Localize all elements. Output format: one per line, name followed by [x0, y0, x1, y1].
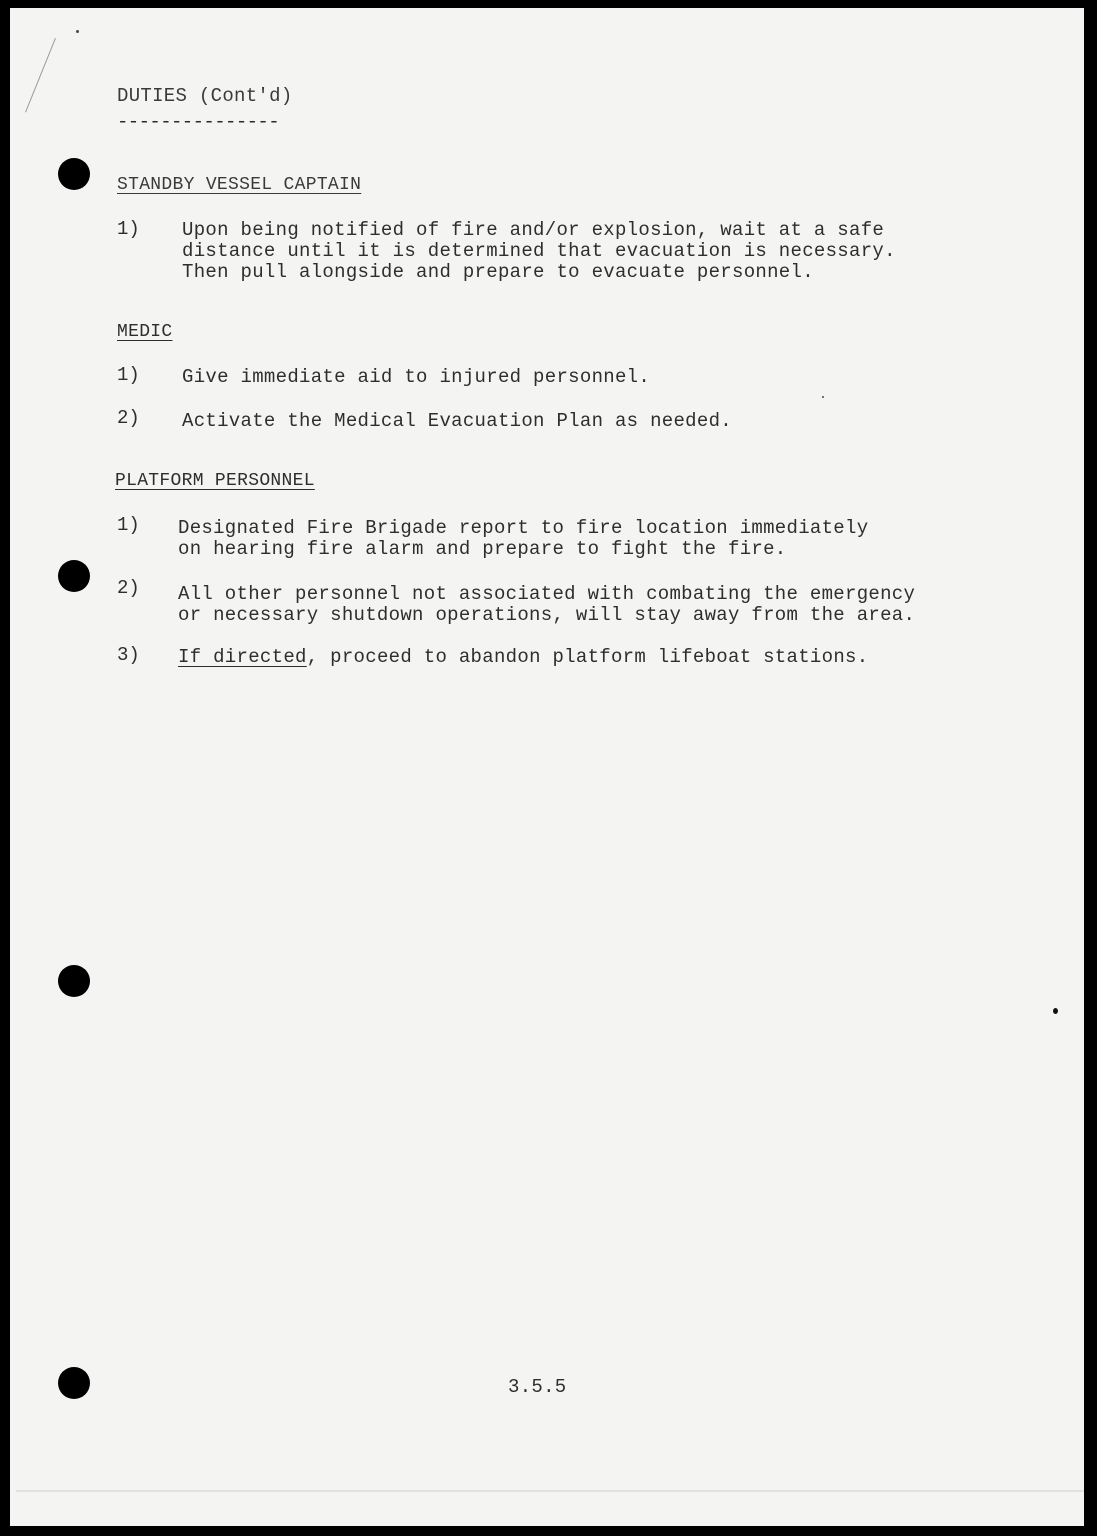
list-item-line: Activate the Medical Evacuation Plan as needed. — [182, 410, 732, 432]
list-item-text — [182, 411, 732, 432]
emphasis-if-directed: If directed — [178, 646, 307, 668]
punch-hole-upper-middle — [58, 560, 90, 592]
section-title-standby-vessel-captain: STANDBY VESSEL CAPTAIN — [117, 175, 362, 195]
list-item-number: 2) — [117, 577, 140, 599]
page-bottom-edge — [16, 1490, 1084, 1492]
list-item-number: 1) — [117, 218, 140, 240]
list-item-number: 3) — [117, 644, 140, 666]
dust-speck — [1053, 1008, 1058, 1014]
section-title-medic: MEDIC — [117, 322, 173, 342]
punch-hole-lower-middle — [58, 965, 90, 997]
list-item-line: Then pull alongside and prepare to evacuate personnel. — [182, 261, 814, 283]
list-item-line-rest: , proceed to abandon platform lifeboat stations. — [306, 646, 869, 668]
dust-speck — [76, 30, 79, 33]
punch-hole-bottom — [58, 1367, 90, 1399]
page-heading: DUTIES (Cont'd) — [117, 85, 293, 107]
list-item-line: Upon being notified of fire and/or explosion, wait at a safe — [182, 219, 885, 241]
list-item-line: distance until it is determined that evacuation is necessary. — [182, 240, 896, 262]
list-item-text — [178, 647, 868, 668]
list-item-line: Give immediate aid to injured personnel. — [182, 366, 651, 388]
list-item-number: 1) — [117, 364, 140, 386]
list-item-text — [182, 367, 650, 388]
list-item-line: or necessary shutdown operations, will stay away from the area. — [178, 604, 916, 626]
list-item-number: 2) — [117, 407, 140, 429]
list-item-text — [178, 584, 915, 626]
list-item-text — [178, 518, 868, 560]
list-item-line: on hearing fire alarm and prepare to fight the fire. — [178, 538, 787, 560]
punch-hole-top — [58, 158, 90, 190]
paper-sheet — [10, 8, 1084, 1526]
list-item-line — [178, 647, 868, 668]
list-item-number: 1) — [117, 514, 140, 536]
dust-speck — [822, 396, 824, 398]
list-item-text — [182, 220, 896, 283]
page-number: 3.5.5 — [508, 1376, 567, 1398]
list-item-line: Designated Fire Brigade report to fire location immediately — [178, 517, 869, 539]
section-title-platform-personnel: PLATFORM PERSONNEL — [115, 471, 315, 491]
pencil-mark — [25, 38, 56, 113]
list-item-line: All other personnel not associated with combating the emergency — [178, 583, 916, 605]
heading-dash-rule: --------------- — [117, 111, 280, 133]
